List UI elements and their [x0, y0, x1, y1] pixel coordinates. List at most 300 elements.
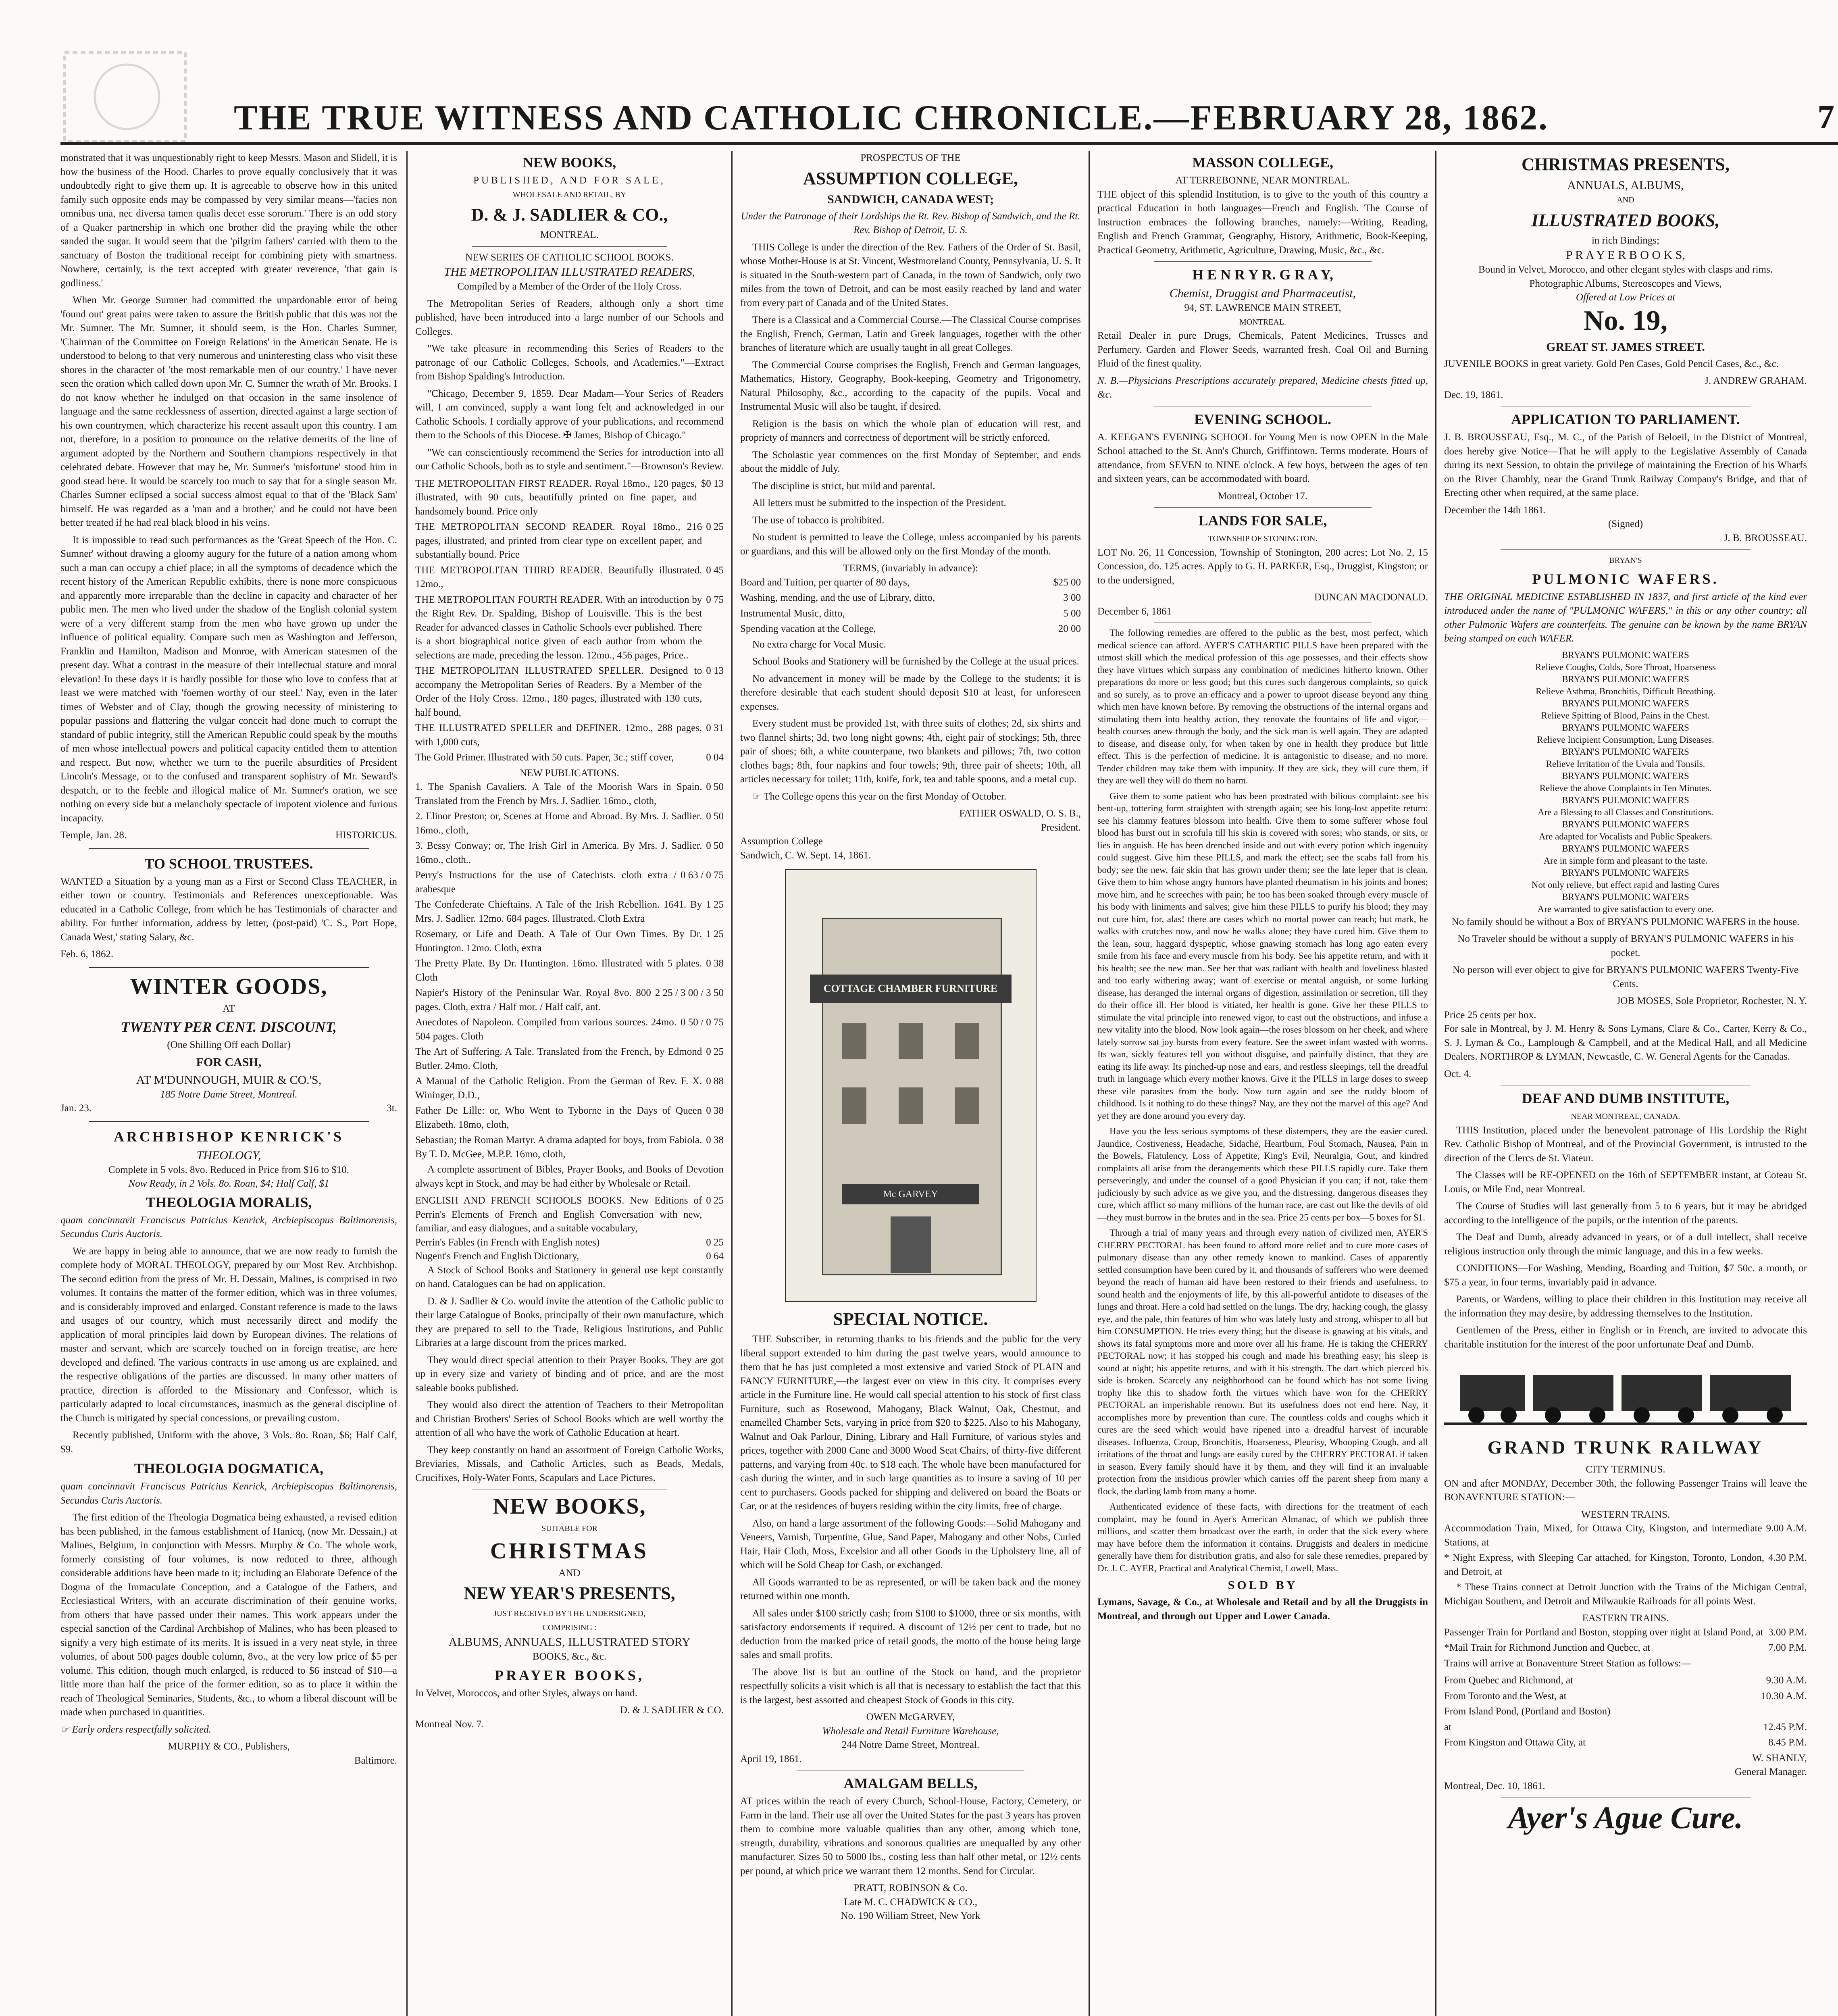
text-line: BRYAN'S PULMONIC WAFERS — [1562, 722, 1689, 733]
wheel — [1767, 1407, 1783, 1423]
list-item — [1444, 1689, 1807, 1704]
item-value: 0 38 — [706, 958, 724, 969]
bells-firm: PRATT, ROBINSON & Co. — [853, 1883, 968, 1893]
paragraph: The above list is but an outline of the Stock on hand, and the proprietor respectfully solicits a visit which is all that is necessary to establish the fact that this is the largest, best assorted and cheapest Stock of Goods in this city. — [740, 1666, 1081, 1706]
gray-title: Chemist, Druggist and Pharmaceutist, — [1169, 287, 1356, 300]
winter-goods-firm: AT M'DUNNOUGH, MUIR & CO.'S, — [136, 1073, 322, 1087]
eastern-trains-list — [1444, 1626, 1807, 1655]
text-line: BRYAN'S PULMONIC WAFERS — [1562, 843, 1689, 854]
item-text: *Mail Train for Richmond Junction and Quebec, at — [1444, 1642, 1651, 1653]
dogmatica-orders: ☞ Early orders respectfully solicited. — [60, 1724, 211, 1735]
column-5 — [1444, 151, 1807, 2016]
item-text: Washing, mending, and the use of Library, ditto, — [740, 592, 935, 603]
ayer-sold-by: SOLD BY — [1228, 1579, 1298, 1592]
furniture-warehouse-illustration — [785, 869, 1037, 1302]
list-item — [415, 927, 724, 955]
item-text: THE METROPOLITAN ILLUSTRATED SPELLER. Designed to accompany the Metropolitan Series of Readers. By a Member of the Order of the Holy Cross. 12mo., 180 pages, illustrated with 130 cuts, half bound, — [415, 665, 702, 718]
notice-date: April 19, 1861. — [740, 1753, 802, 1764]
new-publications-heading: NEW PUBLICATIONS. — [520, 767, 619, 779]
column-1 — [60, 151, 397, 2016]
item-value: 3.00 P.M. — [1768, 1627, 1807, 1638]
school-trustees-date: Feb. 6, 1862. — [60, 949, 114, 960]
xmas-photo: Photographic Albums, Stereoscopes and Views, — [1529, 278, 1722, 289]
readers-title: THE METROPOLITAN ILLUSTRATED READERS, — [443, 265, 695, 279]
list-item — [415, 957, 724, 985]
ayer-paragraphs — [1097, 627, 1428, 1574]
bryan-pre: BRYAN'S — [1609, 556, 1642, 565]
item-text: Perry's Instructions for the use of Catechists. cloth extra / arabesque — [415, 870, 677, 895]
winter-goods-discount: TWENTY PER CENT. DISCOUNT, — [121, 1019, 337, 1035]
compiled-text: The Metropolitan Series of Readers, although only a short time published, have been introduced into a large number of our Schools and Colleges. — [415, 298, 724, 337]
railway-train-illustration — [1444, 1359, 1807, 1427]
column-rule — [1089, 151, 1090, 2016]
text-line: BRYAN'S PULMONIC WAFERS — [1562, 650, 1689, 660]
dogmatica-city: Baltimore. — [354, 1755, 397, 1766]
item-value: 9.30 A.M. — [1766, 1675, 1807, 1686]
list-item — [415, 477, 724, 519]
text-line: BRYAN'S PULMONIC WAFERS — [1562, 891, 1689, 902]
winter-goods-date: Jan. 23. — [60, 1103, 92, 1114]
quote-chicago: "Chicago, December 9, 1859. Dear Madam—Your Series of Readers will, I am convinced, supply a want long felt and acknowledged in our Catholic Schools. I cordially approve of your publications, and recommend them to the Schools of this Diocese. ✠ James, Bishop of Chicago." — [415, 388, 724, 441]
parliament-date: December the 14th 1861. — [1444, 504, 1546, 516]
item-text: Board and Tuition, per quarter of 80 days, — [740, 577, 910, 588]
xmas-graham-date: Dec. 19, 1861. — [1444, 389, 1503, 400]
lands-heading: LANDS FOR SALE, — [1198, 512, 1327, 529]
rail-car — [1622, 1375, 1702, 1411]
amalgam-bells-text: AT prices within the reach of every Church, School-House, Factory, Cemetery, or Farm in the land. Their use all over the United States for the past 3 years has proven them to combine more valuable qualities than any other, among which tone, strength, durability, vibrations and sonorous qualities are unequalled by any other manufacturer. Sizes 50 to 5000 lbs., costing less than half other metal, or 12½ cents per pound, at which price we warrant them 12 months. Send for Circular. — [740, 1796, 1081, 1876]
item-text: THE ILLUSTRATED SPELLER and DEFINER. 12mo., 288 pages, with 1,000 cuts, — [415, 723, 702, 748]
item-value: 10.30 A.M. — [1761, 1690, 1807, 1702]
terms-list — [740, 576, 1081, 636]
gtr-signer: W. SHANLY, — [1752, 1752, 1807, 1764]
dogmatica-text: The first edition of the Theologia Dogmatica being exhausted, a revised edition has been published, in the famous establishment of Hanicq, (now Mr. Dessain,) at Malines, Belgium, in conjunction with Messrs. Murphy & Co. The whole work, formerly consisting of four volumes, is now reduced to three, although considerable additions have been made to it; including an Elaborate Defence of the Dogma of the Immaculate Conception, and a Catalogue of the Fathers, and Ecclesiastical Writers, with an accurate discrimination of their genuine works, from others that have passed under their names. This work appears under the especial sanction of the Cardinal Archbishop of Malines, who has been pleased to signify a very high estimate of its merits. It is issued in a very neat style, in three volumes, of about 500 pages double column, 8vo., at the very low price of $5 per volume. This edition, though much enlarged, is reduced to $6 instead of $10—a little more than half the price of the former edition, so as to place it within the reach of Theological Seminaries, Students, &c., to whom a liberal discount will be made when purchased in quantities. — [60, 1512, 397, 1718]
lands-signer: DUNCAN MACDONALD. — [1314, 592, 1428, 603]
paragraph: School Books and Stationery will be furnished by the College at the usual prices. — [752, 656, 1079, 667]
item-value: 0 50 — [706, 811, 724, 822]
assumption-college-place: SANDWICH, CANADA WEST; — [827, 192, 994, 206]
item-text: 2. Elinor Preston; or, Scenes at Home and Abroad. By Mrs. J. Sadlier. 16mo., cloth, — [415, 811, 702, 836]
item-value: $25 00 — [1053, 577, 1081, 588]
list-item — [415, 810, 724, 837]
nugent-price: 0 64 — [706, 1251, 724, 1262]
college-paragraphs — [740, 241, 1081, 559]
warehouse-sign: COTTAGE CHAMBER FURNITURE — [810, 975, 1012, 1003]
item-text: Instrumental Music, ditto, — [740, 608, 845, 619]
item-text: THE METROPOLITAN THIRD READER. Beautifully illustrated. 12mo., — [415, 564, 702, 589]
bells-address: No. 190 William Street, New York — [841, 1910, 980, 1921]
separator — [1501, 549, 1751, 550]
amalgam-bells-heading: AMALGAM BELLS, — [843, 1775, 978, 1791]
paragraph: There is a Classical and a Commercial Course.—The Classical Course comprises the English, French, German, Latin and Greek languages, together with the other branches of literature which are usually taught in all great Colleges. — [740, 314, 1081, 353]
school-trustees-heading: TO SCHOOL TRUSTEES. — [144, 855, 313, 872]
sadlier-city: MONTREAL. — [540, 229, 599, 240]
paragraph: The Course of Studies will last generally from 5 to 6 years, but it may be abridged according to the intelligence of the pupils, or the intention of the parents. — [1444, 1201, 1807, 1226]
xmas-suitable: SUITABLE FOR — [541, 1524, 597, 1533]
item-text: Anecdotes of Napoleon. Compiled from various sources. 24mo. 504 pages. Cloth — [415, 1017, 677, 1042]
perrin-price: 0 25 — [706, 1237, 724, 1248]
bryan-family: No family should be without a Box of BRYAN'S PULMONIC WAFERS in the house. — [1451, 916, 1800, 927]
item-value: 12.45 P.M. — [1763, 1721, 1807, 1733]
assumption-college-heading: ASSUMPTION COLLEGE, — [803, 168, 1018, 188]
item-value: 0 25 — [706, 1046, 724, 1057]
readers-list — [415, 477, 724, 765]
wheel — [1545, 1407, 1561, 1423]
lands-date: December 6, 1861 — [1097, 606, 1172, 617]
column-2 — [415, 151, 724, 2016]
college-signer-title: President. — [1041, 822, 1081, 833]
gray-note: N. B.—Physicians Prescriptions accurately prepared, Medicine chests fitted up, &c. — [1097, 375, 1428, 400]
assumption-college-patronage: Under the Patronage of their Lordships the Rt. Rev. Bishop of Sandwich, and the Rt. Rev. Bishop of Detroit, U. S. — [741, 210, 1080, 235]
xmas-new-years: NEW YEAR'S PRESENTS, — [464, 1583, 675, 1603]
quote-spalding: "We take pleasure in recommending this Series of Readers to the patronage of our Catholic Colleges, Schools, and Academies."—Extract from Bishop Spalding's Introduction. — [415, 343, 724, 382]
dogmatica-heading: THEOLOGIA DOGMATICA, — [134, 1460, 324, 1477]
item-value: 0 13 — [706, 665, 724, 676]
masson-college-place: AT TERREBONNE, NEAR MONTREAL. — [1175, 175, 1350, 186]
paragraph: The use of tobacco is prohibited. — [752, 514, 885, 526]
mcgarvey-sign: Mc GARVEY — [842, 1184, 979, 1204]
xmas-rich-bindings: in rich Bindings; — [1591, 235, 1660, 246]
moralis-text: We are happy in being able to announce, that we are now ready to furnish the complete body of MORAL THEOLOGY, prepared by our Most Rev. Archbishop. The second edition from the press of Mr. H. Dessain, Malines, is comprised in two volumes. It contains the matter of the former edition, which was in three volumes, and is considerably improved and enlarged. Constant reference is made to the laws and usages of our country, which must necessarily direct and modify the application of moral principles laid down by European divines. The relations of master and servant, which are scarcely touched on in foreign treatise, are here developed and defined. The various contracts in use among us are explained, and the respective obligations of the parties are discussed. In many other matters of practice, direction is afforded to the Missionary and Confessor, which is particularly adapted to local circumstances, inasmuch as the general discipline of the Church is mitigated by special concessions, or prevailing custom. — [60, 1245, 397, 1424]
winter-goods-at: AT — [223, 1003, 235, 1014]
paragraph: All Goods warranted to be as represented, or will be taken back and the money returned within one month. — [740, 1577, 1081, 1602]
separator — [1154, 507, 1372, 508]
masson-college-text: THE object of this splendid Institution, is to give to the youth of this country a practical Education in both languages—French and English. The Course of Instruction embraces the following branches, namely:—Writing, Reading, English and French Grammar, Geography, History, Arithmetic, Book-Keeping, Practical Geometry, Arithmetic, Agriculture, Drawing, Music, &c., &c. — [1097, 189, 1428, 256]
perrin-entry — [415, 1236, 724, 1250]
gtr-text: ON and after MONDAY, December 30th, the following Passenger Trains will leave the BONAVENTURE STATION:— — [1444, 1478, 1807, 1503]
item-text: Rosemary, or Life and Death. A Tale of Our Own Times. By Dr. Huntington. 12mo. Cloth, extra — [415, 929, 702, 954]
item-value: 0 50 — [706, 840, 724, 851]
western-heading: WESTERN TRAINS. — [1581, 1509, 1670, 1520]
item-value: 8.45 P.M. — [1768, 1737, 1807, 1748]
xmas-received: JUST RECEIVED BY THE UNDERSIGNED, — [493, 1609, 645, 1618]
parliament-text: J. B. BROUSSEAU, Esq., M. C., of the Parish of Beloeil, in the District of Montreal, does hereby give Notice—That he will apply to the Legislative Assembly of Canada during its next Session, to obtain the privilege of maintaining the Erection of his Wharfs on the River Chambly, near the Grand Trunk Railway Company's Bridge, and that of Erecting other when required, at the same place. — [1444, 432, 1807, 498]
list-item — [1444, 1641, 1807, 1655]
paragraph: All letters must be submitted to the inspection of the President. — [752, 498, 1006, 508]
stock-text: A Stock of School Books and Stationery in general use kept constantly on hand. Catalogues can be had on application. — [415, 1264, 724, 1289]
paragraph: ☞ The College opens this year on the first Monday of October. — [752, 791, 1007, 802]
lands-township: TOWNSHIP OF STONINGTON. — [1208, 534, 1318, 543]
item-text: 3. Bessy Conway; or, The Irish Girl in America. By Mrs. J. Sadlier. 16mo., cloth.. — [415, 840, 702, 865]
item-value: 1 25 — [706, 929, 724, 939]
item-text: Sebastian; the Roman Martyr. A drama adapted for boys, from Fabiola. By T. D. McGee, M.P.P. 16mo, cloth, — [415, 1135, 702, 1160]
column-3 — [740, 151, 1081, 2016]
moralis-recent: Recently published, Uniform with the above, 3 Vols. 8o. Roan, $6; Half Calf, $9. — [60, 1430, 397, 1455]
eastern-heading: EASTERN TRAINS. — [1582, 1613, 1669, 1624]
terms-heading: TERMS, (invariably in advance): — [843, 563, 978, 574]
text-line: Relieve Spitting of Blood, Pains in the Chest. — [1541, 710, 1710, 721]
sadlier-catalogue-text: D. & J. Sadlier & Co. would invite the attention of the Catholic public to their large Catalogue of Books, principally of their own manufacture, which they are prepared to sell to the Trade, Religious Institutions, and Public Libraries at a large discount from the prices marked. — [415, 1295, 724, 1348]
item-value: 9.00 A.M. — [1766, 1523, 1807, 1534]
paragraph: All sales under $100 strictly cash; from $100 to $1000, three or six months, with satisfactory endorsements if required. A discount of 12½ per cent to trade, but no deduction from the marked price of retail goods, the motto of the house being large sales and small profits. — [740, 1608, 1081, 1660]
item-text: Spending vacation at the College, — [740, 623, 876, 634]
xmas-annuals: ANNUALS, ALBUMS, — [1567, 179, 1684, 192]
gtr-heading: GRAND TRUNK RAILWAY — [1487, 1437, 1764, 1458]
paragraph: Authenticated evidence of these facts, with directions for the treatment of each complaint, may be found in Ayer's American Almanac, of which we publish three millions, and scatter them broadcast over the earth, in order that the sick every where may have before them the information it contains. Druggists and dealers in medicine generally have them for distribution gratis, and also for sale these remedies, prepared by Dr. J. C. AYER, Practical and Analytical Chemist, Lowell, Mass. — [1097, 1502, 1428, 1573]
xmas-books: BOOKS, &c., &c. — [532, 1651, 607, 1662]
article-paragraph: It is impossible to read such performances as the 'Great Speech of the Hon. C. Sumner' without drawing a gloomy augury for the future of a nation among whom such a man can occupy a chief place; in all the symptoms of decadence which the recent history of the American Republic exhibits, there is none more conspicuous and apparently more irreparable than the decline in capacity and character of her public men. The men who lived under the shadow of the English colonial system were of a very different stamp from the men who have grown up under the influence of political equality. Compare such men as Washington and Jefferson, Franklin and Hamilton, Madison and Monroe, with American statesmen of the present day. What a contrast in the measure of their intellectual stature and moral elevation! In these days it is hardly possible for those who love to confess that at least we were matched with 'foemen worthy of our steel.' Nay, even in the later times of Webster and of Clay, though the growing necessity of ministering to popular passions and flattering the vulgar conceit had done much to corrupt the standard of public integrity, still the American Republic could speak by the mouths of men whose intellectual powers and political capacity entitled them to attention and respect. But now, whether we turn to the puerile absurdities of President Lincoln's Message, or to the confused and transparent sophistry of Mr. Seward's despatch, or to the feeble and illogical malice of Mr. Sumner's oration, we see nothing on every side but a melancholy spectacle of impotent violence and furious incapacity. — [60, 534, 397, 824]
article-paragraph: When Mr. George Sumner had committed the unpardonable error of being 'found out' great pains were taken to assure the British public that this was not the Mr. Sumner. The Mr. Sumner, it should seem, is the Hon. Charles Sumner, 'Chairman of the Committee on Foreign Relations' in the American Senate. He is understood to belong to that very numerous and uninteresting class who visit these shores in the character of 'the most remarkable men of our country.' I have never seen the oration which called down upon Mr. C. Sumner the wrath of Mr. Brooks. I do not know whether he indulged on that occasion in the same insolence of language and the same recklessness of assertion, directed against a large section of his own countrymen, which characterize his recent assault upon this country. I am not, therefore, in a position to pronounce on the relative demerits of the line of argument adopted by the Northern and Southern champions respectively in that celebrated debate. However that may be, Mr. Sumner's 'misfortune' stood him in good stead here. It would be scarcely too much to say that for a single season Mr. Charles Sumner eclipsed a social success almost equal to that of the 'Black Sam' himself. He was regarded as a 'man and a brother,' and he could not have been better treated if he had real black blood in his veins. — [60, 295, 397, 528]
xmas-christmas: CHRISTMAS — [490, 1538, 649, 1564]
list-item — [740, 622, 1081, 636]
item-value: 1 25 — [706, 899, 724, 910]
paragraph: Give them to some patient who has been prostrated with bilious complaint: see his bent-up, tottering form straighten with strength again; see his long-lost appetite return: see his clammy features blossom into health. Give them to some sufferer whose foul blood has burst out in scrofula till his skin is covered with sores; who stands, or sits, or lies in anguish. He has been drenched inside and out with every potion which ingenuity could suggest. Give him these PILLS, and mark the effect; see the scabs fall from his body; see the new, fair skin that has grown under them; see the late leper that is clean. Give them to him whose angry humors have planted rheumatism in his joints and bones; move him, and he screeches with pain; he too has been soaked through every muscle of his body with liniments and salves; give him these PILLS to purify his blood; they may not cure him, for, alas! there are cases which no mortal power can reach; but mark, he walks with crutches now, and now he walks alone; they have cured him. Give them to the lean, sour, haggard dyspeptic, whose gnawing stomach has long ago eaten every smile from his face and every muscle from his body. See his appetite return, and with it his health; see the new man. See her that was radiant with health and loveliness blasted and too early withering away; want of exercise or mental anguish, or some lurking disease, has deranged the internal organs of digestion, assimilation or secretion, till they do their office ill. Her blood is vitiated, her health is gone. Give her these PILLS to stimulate the vital principle into renewed vigor, to cast out the obstructions, and infuse a new vitality into the blood. Now look again—the roses blossom on her cheek, and where lately sorrow sat joy bursts from every feature. See the sweet infant wasted with worms. Its wan, sickly features tell you without disguise, and painfully distinct, that they are eating its life away. Its pinched-up nose and ears, and restless sleepings, tell the dreadful truth in language which every mother knows. Give it the PILLS in large doses to sweep these vile parasites from the body. Now turn again and see the ruddy bloom of childhood. Is it nothing to do these things? Nay, are they not the marvel of this age? And yet they are done around you every day. — [1097, 791, 1428, 1121]
rail-car — [1533, 1375, 1613, 1411]
item-text: Accommodation Train, Mixed, for Ottawa City, Kingston, and intermediate Stations, at — [1444, 1523, 1762, 1548]
publications-list — [415, 780, 724, 1161]
paragraph: Have you the less serious symptoms of these distempers, they are the easier cured. Jaundice, Costiveness, Headache, Sidache, Heartburn, Foul Stomach, Nausea, Pain in the Bowels, Flatulency, Loss of Appetite, King's Evil, Neuralgia, Gout, and kindred complaints all arise from the derangements which these PILLS rapidly cure. Take them perseveringly, and under the counsel of a good Physician if you can; if not, take them judiciously by such advice as we give you, and the distressing, dangerous diseases they cure, which afflict so many millions of the human race, are cast out like the devils of old—they must burrow in the brutes and in the sea. Price 25 cents per box—5 boxes for $1. — [1097, 1126, 1428, 1223]
xmas-prayer-books: PRAYER BOOKS, — [495, 1667, 644, 1683]
list-item — [740, 576, 1081, 590]
item-text: 1. The Spanish Cavaliers. A Tale of the Moorish Wars in Spain. Translated from the French by Mrs. J. Sadlier. 16mo., cloth, — [415, 781, 702, 806]
college-date: Sandwich, C. W. Sept. 14, 1861. — [740, 850, 871, 861]
foreign-works-text: They keep constantly on hand an assortment of Foreign Catholic Works, Breviaries, Missals, and Catholic Articles, such as Beads, Medals, Crucifixes, Holy-Water Fonts, Scapulars and Lace Pictures. — [415, 1444, 724, 1483]
english-french-text: ENGLISH AND FRENCH SCHOOLS BOOKS. New Editions of Perrin's Elements of French and English Conversation with new, familiar, and easy dialogues, and a suitable vocabulary, — [415, 1195, 702, 1234]
bryan-signer: JOB MOSES, Sole Proprietor, Rochester, N. Y. — [1616, 996, 1807, 1006]
paragraph: Through a trial of many years and through every nation of civilized men, AYER'S CHERRY PECTORAL has been found to afford more relief and to cure more cases of pulmonary disease than any other remedy known to mankind. Cases of apparently settled consumption have been cured by it, and thousands of sufferers who were deemed beyond the reach of human aid have been restored to their friends and usefulness, to sound health and the enjoyments of life, by this all-powerful antidote to diseases of the lungs and throat. Here a cold had settled on the lungs. The dry, hacking cough, the glassy eye, and the pale, thin features of him who was lately lusty and strong, whisper to all but him CONSUMPTION. He tries every thing; but the disease is gnawing at his vitals, and shows its fatal symptoms more and more over all his frame. He is taking the CHERRY PECTORAL now; it has stopped his cough and made his breathing easy; his sleep is sound at night; his appetite returns, and with it his strength. The dart which pierced his side is broken. Scarcely any neighborhood can be found which has not some living trophy like this to shadow forth the virtues which have won for the CHERRY PECTORAL an imperishable renown. But its usefulness does not end here. Nay, it accomplishes more by prevention than cure. The countless colds and coughs which it cures are the seed which would have ripened into a dreadful harvest of incurable diseases. Influenza, Croup, Bronchitis, Hoarseness, Pleurisy, Whooping Cough, and all irritations of the throat and lungs are easily cured by the CHERRY PECTORAL if taken in season. Every family should have it by them, and they will find it an invaluable protection from the insidious prowler which carries off the parent sheep from many a flock, the darling lamb from many a home. — [1097, 1228, 1428, 1496]
item-value: 5 00 — [1063, 608, 1081, 619]
bells-late: Late M. C. CHADWICK & CO., — [843, 1896, 978, 1908]
paragraph: Gentlemen of the Press, either in English or in French, are invited to advocate this charitable institution for the interest of the poor unfortunate Deaf and Dumb. — [1444, 1325, 1807, 1350]
english-french-entry — [415, 1194, 724, 1236]
item-text: Father De Lille: or, Who Went to Tyborne in the Days of Queen Elizabeth. 18mo, cloth, — [415, 1105, 702, 1130]
ayer-sold-text: Lymans, Savage, & Co., at Wholesale and Retail and by all the Druggists in Montreal, and through out Upper and Lower Canada. — [1097, 1597, 1428, 1622]
bibles-text: A complete assortment of Bibles, Prayer Books, and Books of Devotion always kept in Stock, and may be had either by Wholesale or Retail. — [415, 1164, 724, 1189]
list-item — [1444, 1674, 1807, 1688]
text-line: Are in simple form and pleasant to the taste. — [1543, 855, 1708, 866]
paragraph: CONDITIONS—For Washing, Mending, Boarding and Tuition, $7 50c. a month, or $75 a year, in four terms, invariably paid in advance. — [1444, 1263, 1807, 1288]
item-value: 3 00 — [1063, 592, 1081, 603]
series-title: NEW SERIES OF CATHOLIC SCHOOL BOOKS. — [465, 252, 674, 263]
lands-text: LOT No. 26, 11 Concession, Township of Stonington, 200 acres; Lot No. 2, 15 Concession, do. 125 acres. Apply to G. H. PARKER, Esq., Druggist, Kingston; or to the undersigned, — [1097, 547, 1428, 586]
separator — [472, 246, 667, 247]
text-line: Relieve Incipient Consumption, Lung Diseases. — [1537, 734, 1714, 745]
bryan-lines — [1444, 649, 1807, 915]
list-item — [415, 664, 724, 720]
window — [842, 1087, 866, 1124]
column-4 — [1097, 151, 1428, 2016]
item-value: 20 00 — [1058, 623, 1081, 634]
list-item — [415, 1075, 724, 1102]
bryan-agents: For sale in Montreal, by J. M. Henry & Sons Lymans, Clare & Co., Carter, Kerry & Co., S. J. Lyman & Co., Lamplough & Campbell, and at the Medical Hall, and all Medicine Dealers. NORTHROP & LYMAN, Newcastle, C. W. General Agents for the Canadas. — [1444, 1023, 1807, 1062]
prayer-books-text: They would direct special attention to their Prayer Books. They are got up in every size and variety of binding and of price, and are the most saleable books published. — [415, 1354, 724, 1393]
paragraph: THIS College is under the direction of the Rev. Fathers of the Order of St. Basil, whose Mother-House is at St. Vincent, Westmoreland County, Pennsylvania, U. S. It is situated in the South-western part of Canada, in the town of Sandwich, only two miles from the town of Detroit, and can be most easily reached by land and water from every part of Canada and of the United States. — [740, 242, 1081, 308]
article-footer — [60, 829, 397, 843]
western-note: * These Trains connect at Detroit Junction with the Trains of the Michigan Central, Michigan Southern, and Detroit and Milwaukie Railroads for all points West. — [1444, 1582, 1807, 1607]
compiled-line: Compiled by a Member of the Order of the Holy Cross. — [457, 281, 682, 292]
column-rule — [406, 151, 408, 2016]
bryan-date: Oct. 4. — [1444, 1068, 1472, 1079]
nugent-entry — [415, 1250, 724, 1264]
item-text: THE METROPOLITAN SECOND READER. Royal 18mo., 216 pages, illustrated, and printed from clear type on excellent paper, and substantially bound. Price — [415, 521, 702, 560]
item-text: THE METROPOLITAN FIRST READER. Royal 18mo., 120 pages, illustrated, with 90 cuts, beautifully printed on fine paper, and handsomely bound. Price only — [415, 478, 697, 517]
evening-school-heading: EVENING SCHOOL. — [1194, 411, 1332, 427]
paragraph: No advancement in money will be made by the College to the students; it is therefore desirable that each student should deposit $10 at least, for unforeseen expenses. — [740, 673, 1081, 712]
paragraph: The Scholastic year commences on the first Monday of September, and ends about the middle of July. — [740, 449, 1081, 474]
xmas-graham: J. ANDREW GRAHAM. — [1705, 375, 1807, 386]
track — [1444, 1422, 1807, 1425]
xmas-offered: Offered at Low Prices at — [1576, 292, 1676, 303]
kenrick-heading: ARCHBISHOP KENRICK'S — [113, 1128, 344, 1145]
perrin-text: Perrin's Fables (in French with English notes) — [415, 1237, 600, 1248]
page-number: 7 — [1817, 98, 1834, 136]
locomotive — [1460, 1375, 1525, 1411]
item-value: 0 75 — [706, 594, 724, 605]
paragraph: The Commercial Course comprises the English, French and German languages, Mathematics, History, Geography, Book-keeping, Geometry and Trigonometry, Natural Philosophy, &c., according to the capacity of the pupils. Vocal and Instrumental Music will also be taught, if desired. — [740, 359, 1081, 412]
dogmatica-publisher: MURPHY & CO., Publishers, — [168, 1741, 290, 1752]
paragraph: The following remedies are offered to the public as the best, most perfect, which medical science can afford. AYER'S CATHARTIC PILLS have been prepared with the utmost skill which the medical profession of this age possesses, and their effects show they have virtues which surpass any combination of medicines hitherto known. Other preparations do more or less good; but this cures such dangerous complaints, so quick and so surely, as to prove an efficacy and a power to uproot disease beyond any thing which men have known before. By removing the obstructions of the internal organs and stimulating them into healthy action, they renovate the fountains of life and vigor,—health courses anew through the body, and the sick man is well again. They are adapted to disease, and disease only, for when taken by one in health they produce but little effect. This is the perfection of medicine. It is antagonistic to disease, and no more. Tender children may take them with impunity. If they are sick, they will cure them, if they are well they will do them no harm. — [1097, 628, 1428, 785]
western-trains-list — [1444, 1522, 1807, 1579]
gray-text: Retail Dealer in pure Drugs, Chemicals, Patent Medicines, Trusses and Perfumery. Garden and Flower Seeds, warranted fresh. Coal Oil and Burning Fluid of the finest quality. — [1097, 330, 1428, 369]
xmas-albums: ALBUMS, ANNUALS, ILLUSTRATED STORY — [448, 1635, 691, 1649]
text-line: BRYAN'S PULMONIC WAFERS — [1562, 867, 1689, 878]
text-line: BRYAN'S PULMONIC WAFERS — [1562, 771, 1689, 781]
list-item — [415, 1045, 724, 1073]
quote-brownson: "We can conscientiously recommend the Series for introduction into all our Catholic Schools, both as to style and sentiment."—Brownson's Review. — [415, 447, 724, 472]
parliament-signer: J. B. BROUSSEAU. — [1724, 532, 1807, 544]
separator — [89, 1121, 369, 1122]
moralis-latin: quam concinnavit Franciscus Patricius Kenrick, Archiepiscopus Baltimorensis, Secundus Curis Auctoris. — [60, 1214, 397, 1239]
article-paragraph: monstrated that it was unquestionably right to keep Messrs. Mason and Slidell, it is how the business of the Hood. Charles to prove equally conclusively that it was undoubtedly right to give them up. It is agreeable to observe how in this united family such opposite ends may be compassed by very similar means—'facies non omnibus una, nec diversa tamen qualis decet esse sororum.' There is an odd story of a Quaker partnership in which one brother did the praying while the other sanded the sugar. It would seem that the 'pilgrim fathers' carried with them to the sanctuary of Boston the traditional receipt for combining piety with smartness. Nowhere, certainly, is the text accepted with greater reverence, 'that gain is godliness.' — [60, 152, 397, 289]
masson-college-heading: MASSON COLLEGE, — [1192, 154, 1334, 171]
text-line: BRYAN'S PULMONIC WAFERS — [1562, 795, 1689, 805]
item-text: Napier's History of the Peninsular War. Royal 8vo. 800 pages. Cloth, extra / Half mor. / Half calf, ant. — [415, 987, 651, 1012]
wheel — [1589, 1407, 1605, 1423]
separator — [89, 848, 369, 849]
window — [842, 1023, 866, 1059]
list-item — [415, 839, 724, 867]
arrivals-list — [1444, 1674, 1807, 1750]
item-value: 2 25 / 3 00 / 3 50 — [655, 987, 724, 998]
winter-goods-address: 185 Notre Dame Street, Montreal. — [160, 1089, 298, 1100]
text-line: Relieve Asthma, Bronchitis, Difficult Breathing. — [1535, 686, 1716, 696]
new-books-heading: NEW BOOKS, — [522, 154, 616, 171]
deaf-dumb-place: NEAR MONTREAL, CANADA. — [1571, 1112, 1680, 1121]
article-signature: HISTORICUS. — [335, 830, 397, 841]
wheel — [1634, 1407, 1650, 1423]
text-line: Not only relieve, but effect rapid and lasting Cures — [1531, 879, 1720, 890]
parliament-heading: APPLICATION TO PARLIAMENT. — [1511, 411, 1740, 427]
list-item — [1444, 1705, 1807, 1719]
newspaper-title: THE TRUE WITNESS AND CATHOLIC CHRONICLE.—FEBRUARY 28, 1862. — [234, 98, 1549, 137]
masthead — [60, 94, 1838, 145]
item-value: 0 25 — [706, 521, 724, 532]
gray-name: H E N R Y R. G R A Y, — [1192, 267, 1333, 283]
wheel — [1468, 1407, 1484, 1423]
item-value: $0 13 — [701, 478, 724, 489]
item-value: 0 63 / 0 75 — [681, 870, 724, 881]
bryan-price: Price 25 cents per box. — [1444, 1009, 1536, 1020]
paragraph: Every student must be provided 1st, with three suits of clothes; 2d, six shirts and two flannel shirts; 3d, two long night gowns; 4th, eight pair of stockings; 5th, three pair of shoes; 6th, a white counterpane, two blankets and pillows; 7th, two cotton clothes bags; 8th, four napkins and four towels; 9th, three pair of sheets; 10th, all articles necessary for toilet; 11th, knife, fork, tea and table spoons, and a metal cup. — [740, 718, 1081, 785]
item-value: 0 88 — [706, 1076, 724, 1087]
arrive-heading: Trains will arrive at Bonaventure Street Station as follows:— — [1444, 1658, 1691, 1669]
separator — [89, 967, 369, 968]
text-line: BRYAN'S PULMONIC WAFERS — [1562, 746, 1689, 757]
list-item — [415, 564, 724, 591]
xmas-street: GREAT ST. JAMES STREET. — [1546, 340, 1705, 354]
xmas-comprising: COMPRISING : — [542, 1623, 597, 1632]
text-line: BRYAN'S PULMONIC WAFERS — [1562, 698, 1689, 708]
item-value: 0 38 — [706, 1105, 724, 1116]
moralis-heading: THEOLOGIA MORALIS, — [146, 1194, 312, 1210]
paragraph: THIS Institution, placed under the benevolent patronage of His Lordship the Right Rev. Catholic Bishop of Montreal, and of the Provincial Government, is intrusted to the direction of the Clercs de St. Viateur. — [1444, 1125, 1807, 1164]
window — [955, 1087, 979, 1124]
winter-goods-heading: WINTER GOODS, — [130, 974, 328, 999]
xmas-illustrated-books: ILLUSTRATED BOOKS, — [1531, 210, 1720, 230]
ague-cure-heading: Ayer's Ague Cure. — [1508, 1800, 1743, 1835]
column-rule — [731, 151, 733, 2016]
item-text: THE METROPOLITAN FOURTH READER. With an introduction by the Right Rev. Dr. Spalding, Bishop of Louisville. This is the best Reader for advanced classes in Catholic Schools ever published. There is a short biographical notice given of each author from whom the selections are made, preceding the lesson. 12mo., 456 pages, Price.. — [415, 594, 702, 661]
list-item — [415, 1104, 724, 1132]
list-item — [415, 593, 724, 663]
notice-paragraphs — [740, 1333, 1081, 1707]
english-french-price: 0 25 — [706, 1195, 724, 1206]
paragraph: The Deaf and Dumb, already advanced in years, or of a dull intellect, shall receive religious instruction only through the mimic language, and this in a few weeks. — [1444, 1232, 1807, 1257]
text-line: Relieve the above Complaints in Ten Minutes. — [1539, 783, 1712, 793]
separator — [1154, 261, 1372, 262]
prospectus-line: PROSPECTUS OF THE — [860, 152, 961, 163]
item-value: 4.30 P.M. — [1768, 1552, 1807, 1563]
xmas-new-books: NEW BOOKS, — [493, 1494, 646, 1519]
item-text: From Kingston and Ottawa City, at — [1444, 1737, 1586, 1748]
wheel — [1678, 1407, 1694, 1423]
list-item — [415, 721, 724, 749]
text-line: BRYAN'S PULMONIC WAFERS — [1562, 674, 1689, 684]
bryan-traveler: No Traveler should be without a supply of BRYAN'S PULMONIC WAFERS in his pocket. — [1457, 933, 1794, 958]
wheel — [1501, 1407, 1517, 1423]
christian-brothers-text: They would also direct the attention of Teachers to their Metropolitan and Christian Brothers' Series of School Books which are well worthy the attention of all who have the work of Catholic Education at heart. — [415, 1400, 724, 1438]
list-item — [415, 986, 724, 1014]
xmas-prayer-books-line: P R A Y E R B O O K S, — [1566, 248, 1685, 262]
college-signer: FATHER OSWALD, O. S. B., — [959, 808, 1081, 819]
item-text: From Toronto and the West, at — [1444, 1690, 1567, 1702]
wholesale-line: WHOLESALE AND RETAIL, BY — [512, 190, 627, 199]
list-item — [740, 607, 1081, 621]
rail-car — [1710, 1375, 1791, 1411]
paragraph: Also, on hand a large assortment of the following Goods:—Solid Mahogany and Veneers, Varnish, Turpentine, Glue, Sand Paper, Mahogany and other Nobs, Curled Hair, Hair Cloth, Moss, Excelsior and all other Goods in the Upholstery line, all of which will be Sold Cheap for Cash, or exchanged. — [740, 1518, 1081, 1570]
deaf-dumb-heading: DEAF AND DUMB INSTITUTE, — [1522, 1090, 1730, 1106]
gray-address: 94, ST. LAWRENCE MAIN STREET, — [1184, 302, 1341, 313]
evening-school-text: A. KEEGAN'S EVENING SCHOOL for Young Men is now OPEN in the Male School attached to the St. Ann's Church, Griffintown. Terms moderate. Hours of attendance, from SEVEN to NINE o'clock. A few boys, between the ages of ten and sixteen years, can be accommodated with board. — [1097, 431, 1428, 484]
list-item — [415, 751, 724, 765]
item-value: 0 50 — [706, 781, 724, 792]
door — [891, 1216, 931, 1273]
xmas-juvenile: JUVENILE BOOKS in great variety. Gold Pen Cases, Gold Pencil Cases, &c., &c. — [1444, 358, 1779, 369]
item-text: The Confederate Chieftains. A Tale of the Irish Rebellion. 1641. By Mrs. J. Sadlier. 12mo. 684 pages. Illustrated. Cloth Extra — [415, 899, 702, 924]
sadlier-firm: D. & J. SADLIER & CO., — [471, 205, 668, 225]
gtr-date: Montreal, Dec. 10, 1861. — [1444, 1780, 1545, 1791]
winter-goods-cash: FOR CASH, — [196, 1055, 262, 1069]
paragraph: Religion is the basis on which the whole plan of education will rest, and propriety of manners and correctness of deportment will be strictly enforced. — [740, 418, 1081, 443]
wheel — [1722, 1407, 1738, 1423]
window — [899, 1087, 923, 1124]
paragraph: No student is permitted to leave the College, unless accompanied by his parents or guardians, and this will be allowed only on the first Monday of the month. — [740, 532, 1081, 557]
list-item — [740, 591, 1081, 605]
item-value: 0 04 — [706, 752, 724, 763]
xmas-date: Montreal Nov. 7. — [415, 1718, 484, 1730]
item-text: * Night Express, with Sleeping Car attached, for Kingston, Toronto, London, and Detroit, at — [1444, 1552, 1765, 1577]
article-place: Temple, Jan. 28. — [60, 830, 127, 841]
school-trustees-text: WANTED a Situation by a young man as a First or Second Class TEACHER, in either town or country. Testimonials and References unexceptionable. Was educated in a Catholic College, from which he has Testimonials of character and ability. For further information, address by letter, (post-paid) 'C. S., Port Hope, Canada West,' stating Salary, &c. — [60, 876, 397, 943]
window — [899, 1023, 923, 1059]
paragraph: Parents, or Wardens, willing to place their children in this Institution may receive all the information they may desire, by addressing themselves to the Institution. — [1444, 1294, 1807, 1319]
gray-city: MONTREAL. — [1239, 317, 1286, 327]
winter-goods-note: (One Shilling Off each Dollar) — [167, 1039, 291, 1050]
gtr-signer-title: General Manager. — [1734, 1766, 1807, 1777]
paragraph: THE Subscriber, in returning thanks to his friends and the public for the very liberal support extended to him during the past twelve years, would announce to them that he has just completed a most extensive and varied Stock of PLAIN and FANCY FURNITURE,—the largest ever on view in this city. It comprises every article in the Furniture line. He would call special attention to his stock of first class Furniture, such as Rosewood, Mahogany, Black Walnut, Oak, Chestnut, and enamelled Chamber Sets, varying in price from $20 to $225. Also to his Mahogany, Walnut and Oak Parlour, Dining, Library and Hall Furniture, of various styles and prices, together with 2000 Cane and 3000 Wood Seat Chairs, of thirty-five different patterns, and varying from 40c. to $18 each. The whole have been manufactured for cash during the winter, and in such large quantities as to insure a saving of 10 per cent to purchasers. Goods packed for shipping and delivered on board the Boats or Car, or at the residences of buyers residing within the city limits, free of charge. — [740, 1334, 1081, 1512]
list-item — [1444, 1720, 1807, 1735]
item-value: 0 38 — [706, 1135, 724, 1145]
nugent-text: Nugent's French and English Dictionary, — [415, 1251, 579, 1262]
